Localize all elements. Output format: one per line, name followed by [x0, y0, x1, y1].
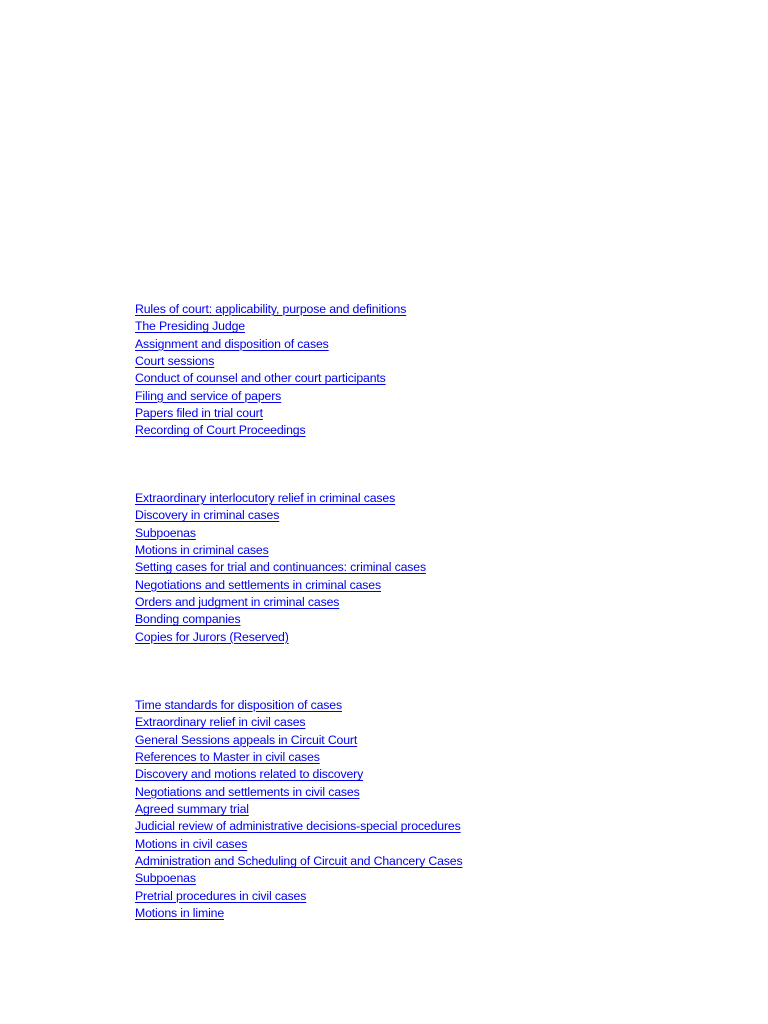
toc-list-item [135, 300, 406, 317]
toc-list-item [135, 731, 462, 748]
toc-group-civil [135, 696, 462, 921]
toc-list-item [135, 713, 462, 730]
toc-list-item [135, 558, 426, 575]
toc-link[interactable]: Subpoenas [135, 525, 196, 540]
toc-list-item [135, 369, 406, 386]
toc-link[interactable]: Court sessions [135, 354, 215, 369]
toc-link[interactable]: Negotiations and settlements in criminal cases [135, 577, 381, 592]
toc-link[interactable]: Conduct of counsel and other court participants [135, 371, 386, 386]
toc-group-criminal [135, 489, 426, 645]
toc-link[interactable]: Discovery and motions related to discovery [135, 767, 364, 782]
toc-link[interactable]: Time standards for disposition of cases [135, 698, 342, 712]
toc-list-item [135, 404, 406, 421]
toc-link[interactable]: Extraordinary interlocutory relief in criminal cases [135, 491, 396, 505]
toc-list-item [135, 387, 406, 404]
toc-list-item [135, 352, 406, 369]
toc-link[interactable]: Discovery in criminal cases [135, 508, 280, 523]
toc-link[interactable]: Orders and judgment in criminal cases [135, 595, 340, 610]
toc-link[interactable]: Motions in civil cases [135, 836, 248, 851]
toc-link[interactable]: Recording of Court Proceedings [135, 423, 306, 438]
toc-link[interactable]: Pretrial procedures in civil cases [135, 888, 307, 903]
toc-link[interactable]: Setting cases for trial and continuances: criminal cases [135, 560, 426, 575]
toc-group-general [135, 300, 406, 439]
toc-list-item [135, 887, 462, 904]
toc-link[interactable]: General Sessions appeals in Circuit Court [135, 732, 358, 747]
toc-list-item [135, 421, 406, 438]
toc-link[interactable]: Copies for Jurors (Reserved) [135, 629, 289, 644]
toc-link[interactable]: Agreed summary trial [135, 802, 249, 817]
toc-link[interactable]: Bonding companies [135, 612, 241, 627]
toc-link[interactable]: Negotiations and settlements in civil cases [135, 784, 360, 799]
toc-list-item [135, 628, 426, 645]
toc-list-item [135, 765, 462, 782]
toc-link[interactable]: The Presiding Judge [135, 319, 245, 334]
toc-list-item [135, 800, 462, 817]
toc-list-item [135, 489, 426, 506]
toc-list-item [135, 541, 426, 558]
toc-link[interactable]: Papers filed in trial court [135, 406, 263, 421]
toc-list-item [135, 593, 426, 610]
toc-list-item [135, 576, 426, 593]
toc-link[interactable]: Subpoenas [135, 871, 196, 886]
toc-link[interactable]: Extraordinary relief in civil cases [135, 715, 306, 730]
toc-list-item [135, 317, 406, 334]
toc-link[interactable]: Judicial review of administrative decisions-special procedures [135, 819, 461, 834]
toc-link[interactable]: Administration and Scheduling of Circuit and Chancery Cases [135, 854, 463, 869]
toc-link[interactable]: Motions in criminal cases [135, 543, 269, 558]
toc-list-item [135, 835, 462, 852]
toc-list-item [135, 817, 462, 834]
toc-link[interactable]: Rules of court: applicability, purpose and definitions [135, 302, 407, 316]
toc-link[interactable]: References to Master in civil cases [135, 750, 320, 765]
toc-list-item [135, 852, 462, 869]
toc-list-item [135, 696, 462, 713]
toc-list-item [135, 748, 462, 765]
toc-list-item [135, 904, 462, 921]
toc-list-item [135, 524, 426, 541]
toc-link[interactable]: Motions in limine [135, 906, 225, 921]
toc-link[interactable]: Filing and service of papers [135, 388, 282, 403]
toc-list-item [135, 335, 406, 352]
toc-list-item [135, 610, 426, 627]
toc-list-item [135, 783, 462, 800]
toc-list-item [135, 506, 426, 523]
toc-list-item [135, 869, 462, 886]
toc-link[interactable]: Assignment and disposition of cases [135, 336, 329, 351]
